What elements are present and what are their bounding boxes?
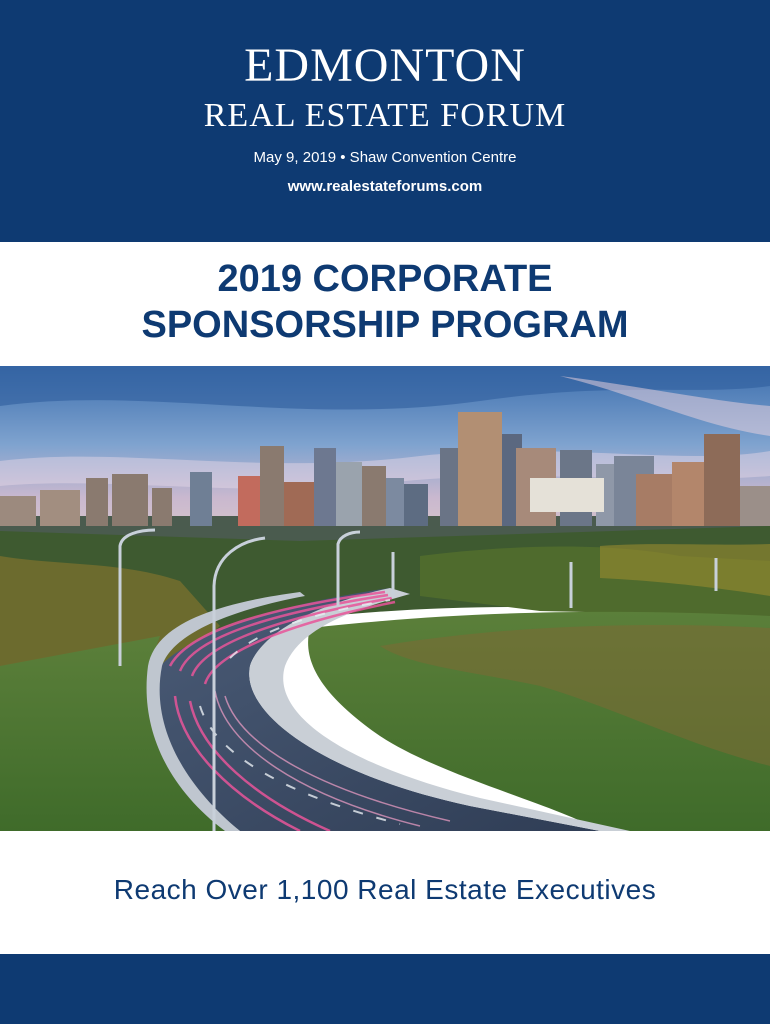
program-title: [0, 256, 770, 348]
skyline-highway-image: [0, 366, 770, 831]
header-banner: [0, 0, 770, 242]
tagline: Reach Over 1,100 Real Estate Executives: [113, 874, 657, 905]
city-skyline-photo: [0, 366, 770, 831]
program-title-line-1: 2019 CORPORATE: [217, 258, 553, 300]
forum-title: EDMONTON: [244, 39, 526, 92]
event-date-venue: May 9, 2019 • Shaw Convention Centre: [253, 149, 517, 166]
website-link[interactable]: www.realestateforums.com: [287, 178, 483, 195]
footer-band: [0, 954, 770, 1024]
forum-subtitle: REAL ESTATE FORUM: [203, 97, 567, 134]
program-title-line-2: SPONSORSHIP PROGRAM: [141, 304, 629, 346]
